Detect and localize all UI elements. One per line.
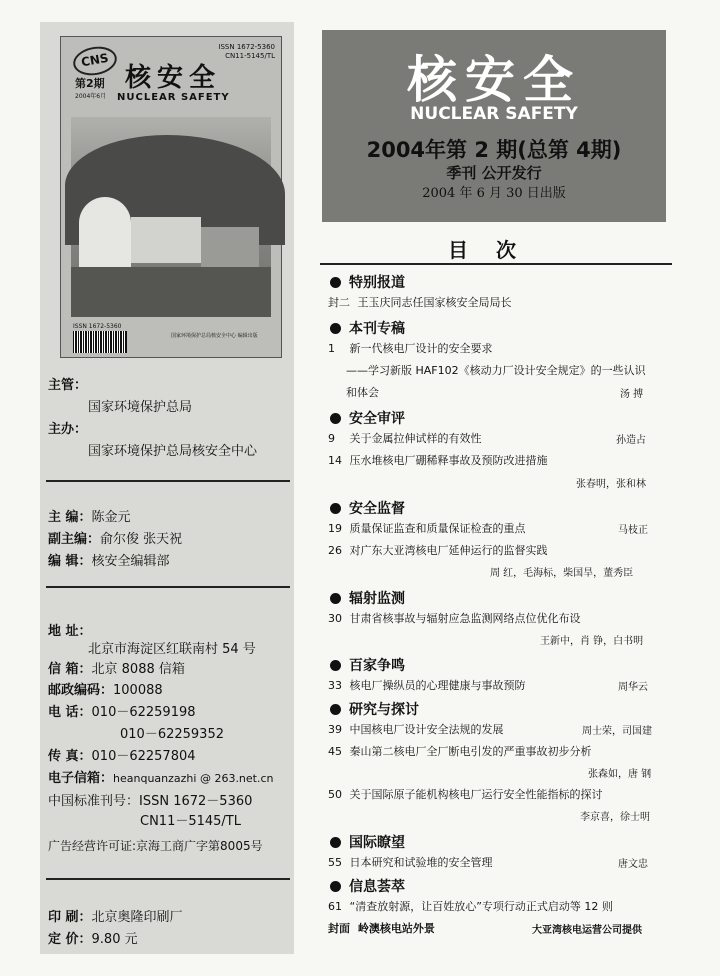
bullet-icon: [330, 660, 341, 671]
toc-author: 周士荣，司国建: [582, 726, 652, 737]
cover-title: 核安全: [125, 63, 222, 93]
section-heading: 国际瞭望: [330, 832, 405, 852]
toc-entry[interactable]: 19 质量保证监查和质量保证检查的重点: [328, 522, 526, 535]
ground-shape: [71, 267, 271, 317]
issn-row: 中国标准刊号：ISSN 1672－5360: [48, 794, 253, 809]
barcode-icon: [73, 331, 127, 353]
bullet-icon: [330, 413, 341, 424]
toc-title: 目次: [448, 238, 544, 262]
sponsor-label: 主办：: [48, 422, 88, 437]
cover-title-en: NUCLEAR SAFETY: [117, 92, 230, 103]
toc-author: 汤 搏: [620, 389, 644, 400]
section-heading: 特别报道: [330, 272, 405, 292]
toc-entry[interactable]: 33 核电厂操纵员的心理健康与事故预防: [328, 679, 526, 692]
divider: [46, 878, 290, 880]
cn-row: CN11－5145/TL: [140, 814, 241, 829]
journal-title-en: NUCLEAR SAFETY: [410, 104, 578, 124]
address-value: 北京市海淀区红联南村 54 号: [88, 642, 256, 657]
cover-date: 2004年6月: [75, 93, 107, 100]
publication-date: 2004 年 6 月 30 日出版: [422, 186, 566, 201]
toc-entry[interactable]: 50 关于国际原子能机构核电厂运行安全性能指标的探讨: [328, 788, 603, 801]
section-heading: 本刊专稿: [330, 318, 405, 338]
toc-entry[interactable]: 14 压水堆核电厂硼稀释事故及预防改进措施: [328, 454, 548, 467]
nuclear-plant-photo: [71, 117, 271, 317]
toc-rule: [320, 263, 672, 265]
publication-info: 季刊 公开发行: [446, 164, 542, 182]
toc-entry[interactable]: 39 中国核电厂设计安全法规的发展: [328, 723, 504, 736]
office-row: 编 辑：核安全编辑部: [48, 554, 170, 569]
fax-row: 传 真：010－62257804: [48, 749, 196, 764]
section-heading: 研究与探讨: [330, 699, 419, 719]
journal-header: [322, 30, 666, 222]
editor-row: 主 编：陈金元: [48, 510, 131, 525]
bullet-icon: [330, 704, 341, 715]
cover-thumbnail: [60, 36, 282, 358]
toc-entry[interactable]: 9 关于金属拉伸试样的有效性: [328, 432, 482, 445]
section-heading: 辐射监测: [330, 588, 405, 608]
cover-issue: 第2期: [75, 77, 105, 90]
toc-author: 唐文忠: [618, 859, 648, 870]
sponsor-value: 国家环境保护总局核安全中心: [88, 444, 258, 459]
bullet-icon: [330, 881, 341, 892]
toc-author: 张森如，唐 钢: [588, 769, 652, 780]
bullet-icon: [330, 277, 341, 288]
divider: [46, 480, 290, 482]
plant-building: [201, 227, 259, 267]
issue-number: 2004年第 2 期(总第 4期): [366, 138, 622, 162]
address-label: 地 址：: [48, 624, 92, 639]
section-heading: 信息荟萃: [330, 876, 405, 896]
section-heading: 安全监督: [330, 498, 405, 518]
bullet-icon: [330, 837, 341, 848]
cover-issn: ISSN 1672-5360 CN11-5145/TL: [218, 43, 275, 60]
toc-entry-subtitle: 和体会: [346, 386, 379, 399]
contents-column: [318, 22, 674, 962]
toc-author: 周 红，毛海标，柴国旱，董秀臣: [490, 568, 634, 579]
postcode-row: 邮政编码：100088: [48, 683, 163, 698]
phone-row: 电 话：010－62259198: [48, 705, 196, 720]
barcode-text: ISSN 1672-5360: [73, 323, 122, 330]
toc-entry[interactable]: 26 对广东大亚湾核电厂延伸运行的监督实践: [328, 544, 548, 557]
section-heading: 百家争鸣: [330, 655, 405, 675]
toc-entry-subtitle: ——学习新版 HAF102《核动力厂设计安全规定》的一些认识: [346, 364, 646, 377]
journal-title: 核安全: [407, 51, 581, 109]
supervisor-value: 国家环境保护总局: [88, 400, 193, 415]
toc-entry[interactable]: 55 日本研究和试验堆的安全管理: [328, 856, 493, 869]
toc-entry[interactable]: 1 新一代核电厂设计的安全要求: [328, 342, 493, 355]
section-heading: 安全审评: [330, 408, 405, 428]
price-row: 定 价：9.80 元: [48, 932, 138, 947]
mailbox-row: 信 箱：北京 8088 信箱: [48, 662, 185, 677]
supervisor-label: 主管：: [48, 378, 88, 393]
cover-footer: 国家环境保护总局核安全中心 编辑出版: [171, 333, 258, 339]
toc-author: 王新中，肖 铮，白书明: [540, 636, 644, 647]
toc-entry[interactable]: 30 甘肃省核事故与辐射应急监测网络点位优化布设: [328, 612, 581, 625]
ad-license-row: 广告经营许可证:京海工商广字第8005号: [48, 839, 263, 853]
email-row: 电子信箱：heanquanzazhi @ 263.net.cn: [48, 771, 274, 786]
plant-building: [131, 217, 201, 263]
toc-author: 张春明，张和林: [576, 479, 646, 490]
bullet-icon: [330, 323, 341, 334]
printer-row: 印 刷：北京奥隆印刷厂: [48, 910, 183, 925]
bullet-icon: [330, 503, 341, 514]
toc-author: 孙造占: [616, 435, 646, 446]
toc-entry-cover[interactable]: 封面 岭澳核电站外景: [328, 922, 435, 935]
divider: [46, 586, 290, 588]
reactor-dome: [79, 197, 131, 267]
phone-row-2: 010－62259352: [120, 727, 224, 742]
toc-author: 周华云: [618, 682, 648, 693]
deputy-row: 副主编：俞尔俊 张天祝: [48, 532, 183, 547]
toc-entry[interactable]: 封二 王玉庆同志任国家核安全局局长: [328, 296, 512, 309]
bullet-icon: [330, 593, 341, 604]
cns-logo: CNS: [71, 43, 119, 78]
toc-entry[interactable]: 61 “清查放射源，让百姓放心”专项行动正式启动等 12 则: [328, 900, 613, 913]
masthead-panel: [40, 22, 294, 954]
toc-entry[interactable]: 45 秦山第二核电厂全厂断电引发的严重事故初步分析: [328, 745, 592, 758]
toc-author: 大亚湾核电运营公司提供: [532, 925, 642, 936]
toc-author: 马枝正: [618, 525, 648, 536]
toc-author: 李京喜，徐士明: [580, 812, 650, 823]
